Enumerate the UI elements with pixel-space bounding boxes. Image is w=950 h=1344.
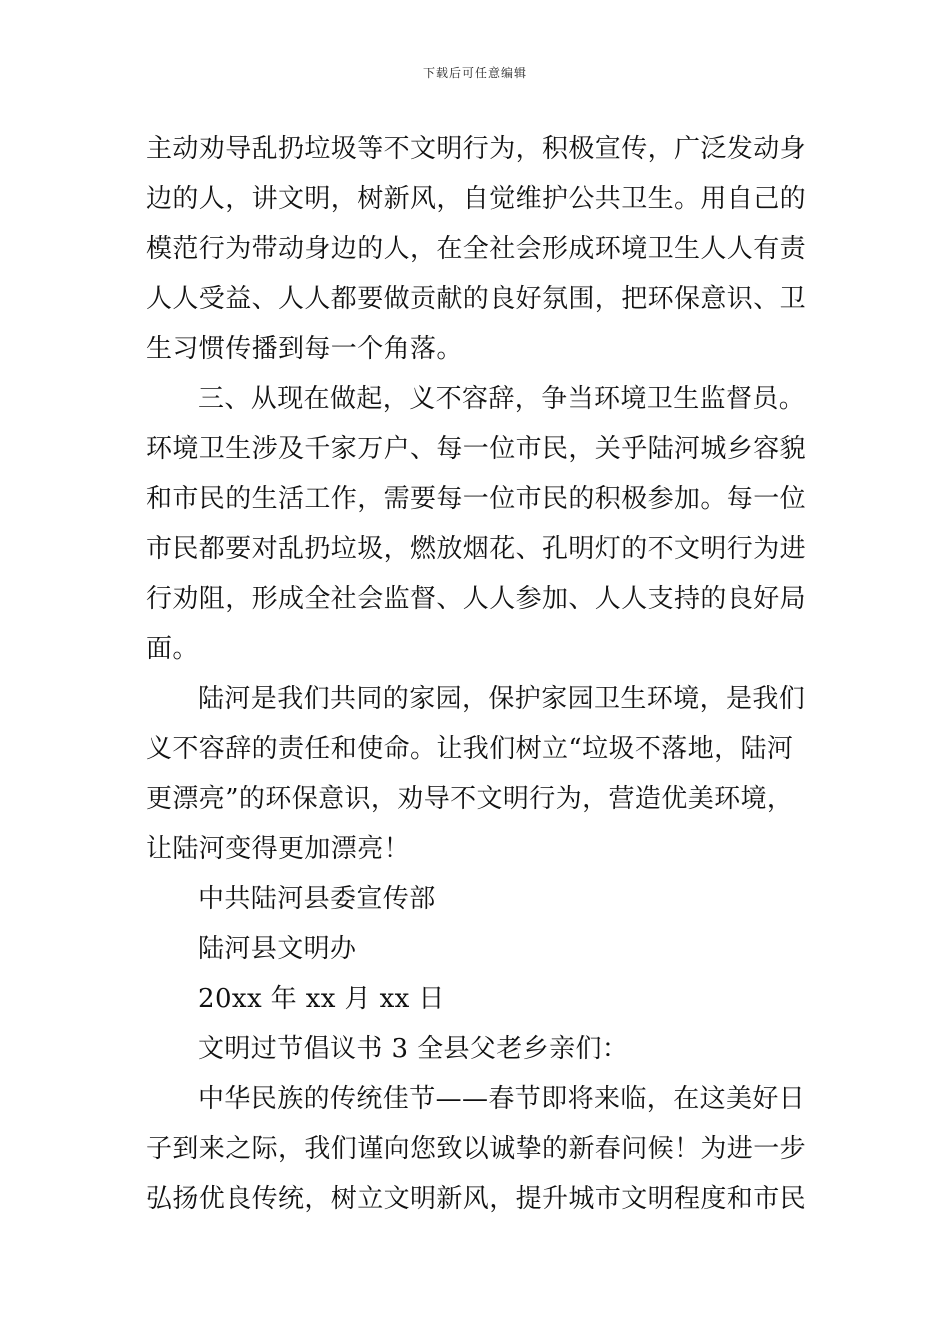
body-line: 市民都要对乱扔垃圾，燃放烟花、孔明灯的不文明行为进 bbox=[146, 534, 807, 564]
body-line: 主动劝导乱扔垃圾等不文明行为，积极宣传，广泛发动身 bbox=[146, 134, 807, 164]
body-line: 子到来之际，我们谨向您致以诚挚的新春问候！为进一步 bbox=[146, 1134, 807, 1164]
body-line: 行劝阻，形成全社会监督、人人参加、人人支持的良好局 bbox=[146, 584, 807, 614]
body-line: 弘扬优良传统，树立文明新风，提升城市文明程度和市民 bbox=[146, 1184, 807, 1214]
body-line: 更漂亮”的环保意识，劝导不文明行为，营造优美环境， bbox=[146, 784, 794, 814]
body-line: 边的人，讲文明，树新风，自觉维护公共卫生。用自己的 bbox=[146, 184, 807, 214]
signature-org-1: 中共陆河县委宣传部 bbox=[198, 884, 436, 914]
body-line: 人人受益、人人都要做贡献的良好氛围，把环保意识、卫 bbox=[146, 284, 807, 314]
signature-org-2: 陆河县文明办 bbox=[198, 934, 357, 964]
body-line: 义不容辞的责任和使命。让我们树立“垃圾不落地，陆河 bbox=[146, 734, 794, 764]
body-line: 面。 bbox=[146, 634, 199, 664]
body-line: 生习惯传播到每一个角落。 bbox=[146, 334, 463, 364]
body-line: 让陆河变得更加漂亮！ bbox=[146, 834, 411, 864]
body-line: 环境卫生涉及千家万户、每一位市民，关乎陆河城乡容貌 bbox=[146, 434, 807, 464]
body-line: 陆河是我们共同的家园，保护家园卫生环境，是我们 bbox=[198, 684, 806, 714]
document-body bbox=[146, 124, 811, 1224]
body-line: 中华民族的传统佳节——春节即将来临，在这美好日 bbox=[198, 1084, 806, 1114]
body-line: 和市民的生活工作，需要每一位市民的积极参加。每一位 bbox=[146, 484, 807, 514]
signature-date: 20xx 年 xx 月 xx 日 bbox=[198, 984, 445, 1014]
page-header: 下载后可任意编辑 bbox=[422, 66, 527, 80]
body-line: 模范行为带动身边的人，在全社会形成环境卫生人人有责 bbox=[146, 234, 807, 264]
next-document-title: 文明过节倡议书 3 全县父老乡亲们： bbox=[198, 1034, 629, 1064]
section-heading-3: 三、从现在做起，义不容辞，争当环境卫生监督员。 bbox=[198, 384, 806, 414]
